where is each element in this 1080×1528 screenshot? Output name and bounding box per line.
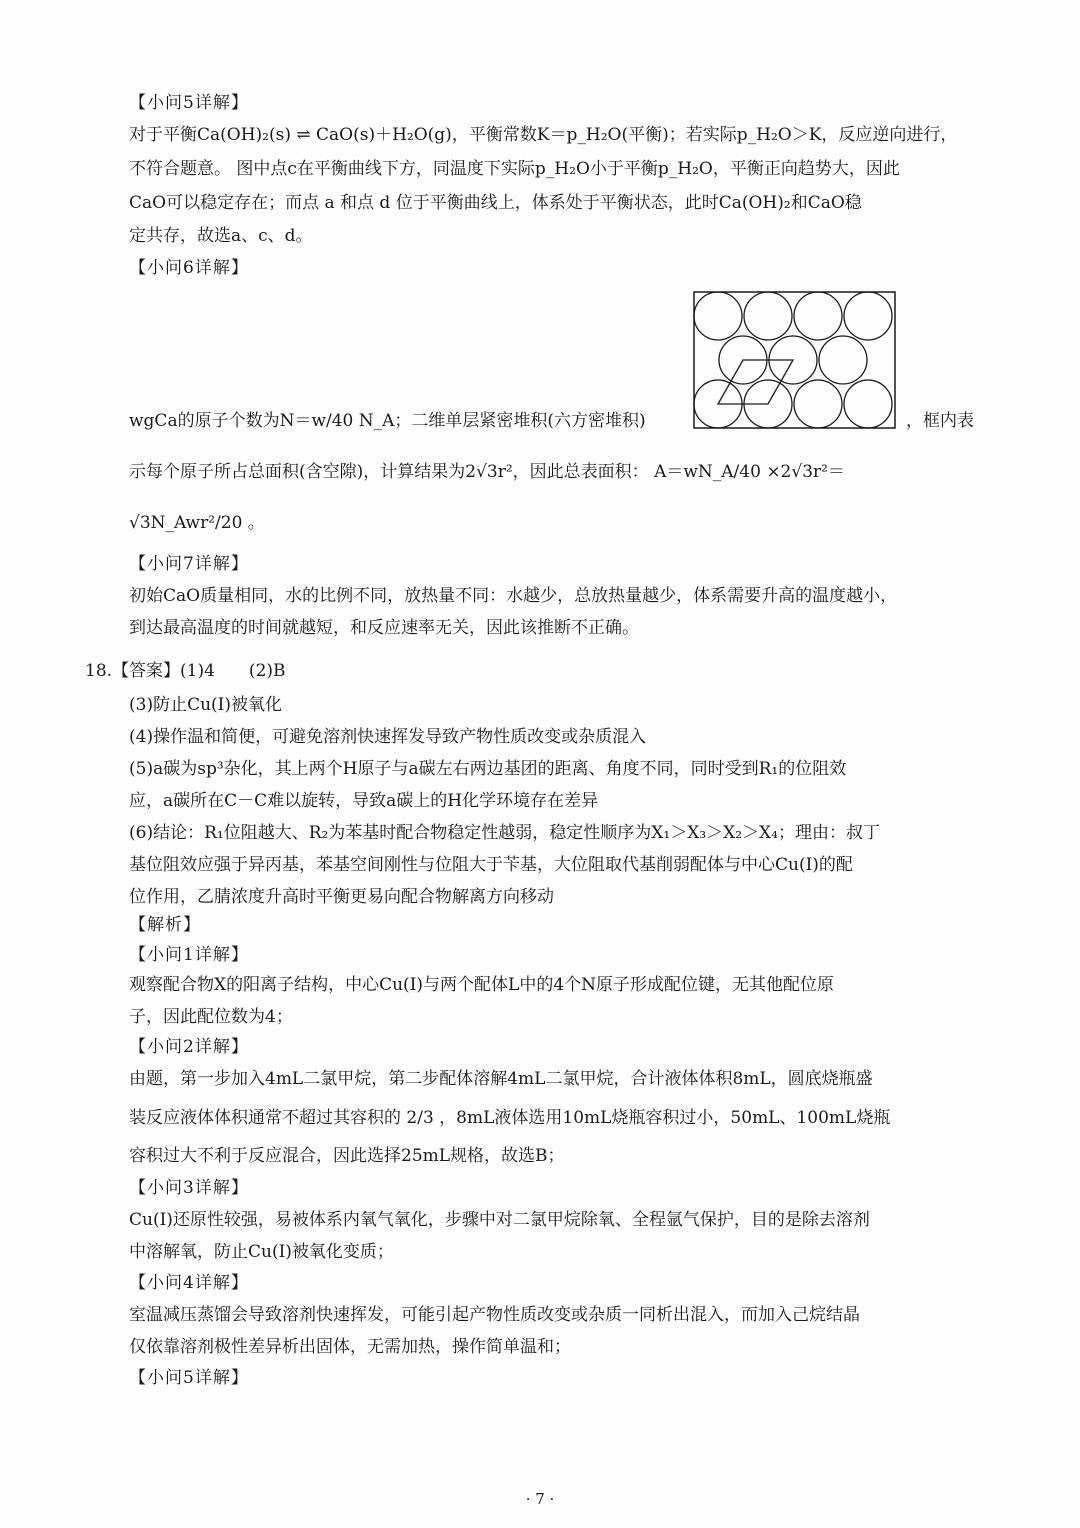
section-heading: 【小问5详解】 xyxy=(129,1368,249,1388)
section-heading: 【小问7详解】 xyxy=(129,554,249,574)
answer-item: (5)a碳为sp³杂化，其上两个H原子与a碳左右两边基团的距离、角度不同，同时受到R₁的位阻效 xyxy=(129,759,847,779)
answer-item: 应，a碳所在C－C难以旋转，导致a碳上的H化学环境存在差异 xyxy=(129,791,599,811)
answer-item: 基位阻效应强于异丙基，苯基空间刚性与位阻大于苄基，大位阻取代基削弱配体与中心Cu(Ⅰ)的配 xyxy=(129,855,853,875)
section-heading: 【小问1详解】 xyxy=(129,945,249,965)
text-line: 对于平衡Ca(OH)₂(s) ⇌ CaO(s)＋H₂O(g)，平衡常数K＝p_H₂O(平衡)；若实际p_H₂O＞K，反应逆向进行， xyxy=(129,125,958,145)
answer-item: (4)操作温和简便，可避免溶剂快速挥发导致产物性质改变或杂质混入 xyxy=(129,727,647,747)
text-line: Cu(I)还原性较强，易被体系内氧气氧化，步骤中对二氯甲烷除氧、全程氩气保护，目的是除去溶剂 xyxy=(129,1210,870,1230)
answer-item: (6)结论：R₁位阻越大、R₂为苯基时配合物稳定性越弱，稳定性顺序为X₁＞X₃＞X₂＞X₄；理由：叔丁 xyxy=(129,823,880,843)
text-line: wgCa的原子个数为N＝w/40 N_A；二维单层紧密堆积(六方密堆积) xyxy=(129,411,646,431)
section-heading: 【小问4详解】 xyxy=(129,1273,249,1293)
section-heading: 【小问6详解】 xyxy=(129,258,249,278)
text-line: 容积过大不利于反应混合，因此选择25mL规格，故选B； xyxy=(129,1146,565,1166)
section-heading: 【小问2详解】 xyxy=(129,1037,249,1057)
text-line: 装反应液体体积通常不超过其容积的 2/3 ，8mL液体选用10mL烧瓶容积过小，50mL、100mL烧瓶 xyxy=(129,1108,891,1128)
answer-line: 18.【答案】(1)4 (2)B xyxy=(85,661,286,681)
text-line: 到达最高温度的时间就越短，和反应速率无关，因此该推断不正确。 xyxy=(129,618,639,638)
answer-item: (3)防止Cu(Ⅰ)被氧化 xyxy=(129,695,283,715)
text-line: 初始CaO质量相同，水的比例不同，放热量不同：水越少，总放热量越少，体系需要升高的温度越小， xyxy=(129,586,898,606)
text-line: 室温减压蒸馏会导致溶剂快速挥发，可能引起产物性质改变或杂质一同析出混入，而加入己烷结晶 xyxy=(129,1305,860,1325)
page-number: · 7 · xyxy=(525,1490,555,1508)
text-line: √3N_Awr²/20 。 xyxy=(129,513,265,533)
section-heading: 【小问3详解】 xyxy=(129,1178,249,1198)
analysis-heading: 【解析】 xyxy=(129,915,201,935)
text-line: 仅依靠溶剂极性差异析出固体，无需加热，操作简单温和； xyxy=(129,1337,571,1357)
text-line: 观察配合物X的阳离子结构，中心Cu(I)与两个配体L中的4个N原子形成配位键，无其他配位原 xyxy=(129,975,835,995)
text-line: 定共存，故选a、c、d。 xyxy=(129,226,313,246)
text-line: 子，因此配位数为4； xyxy=(129,1007,293,1027)
text-line: 由题，第一步加入4mL二氯甲烷，第二步配体溶解4mL二氯甲烷，合计液体体积8mL，圆底烧瓶盛 xyxy=(129,1069,873,1089)
text-line-tail: ，框内表 xyxy=(906,411,974,431)
text-line: 示每个原子所占总面积(含空隙)，计算结果为2√3r²，因此总表面积： A＝wN_A/40 ×2√3r²＝ xyxy=(129,462,845,482)
text-line: CaO可以稳定存在；而点 a 和点 d 位于平衡曲线上，体系处于平衡状态，此时Ca(OH)₂和CaO稳 xyxy=(129,193,862,213)
text-line: 中溶解氧，防止Cu(I)被氧化变质； xyxy=(129,1242,394,1262)
hexagonal-packing-figure xyxy=(693,291,896,429)
section-heading: 【小问5详解】 xyxy=(129,93,249,113)
answer-item: 位作用，乙腈浓度升高时平衡更易向配合物解离方向移动 xyxy=(129,887,554,907)
text-line: 不符合题意。 图中点c在平衡曲线下方，同温度下实际p_H₂O小于平衡p_H₂O，平衡正向趋势大，因此 xyxy=(129,159,900,179)
